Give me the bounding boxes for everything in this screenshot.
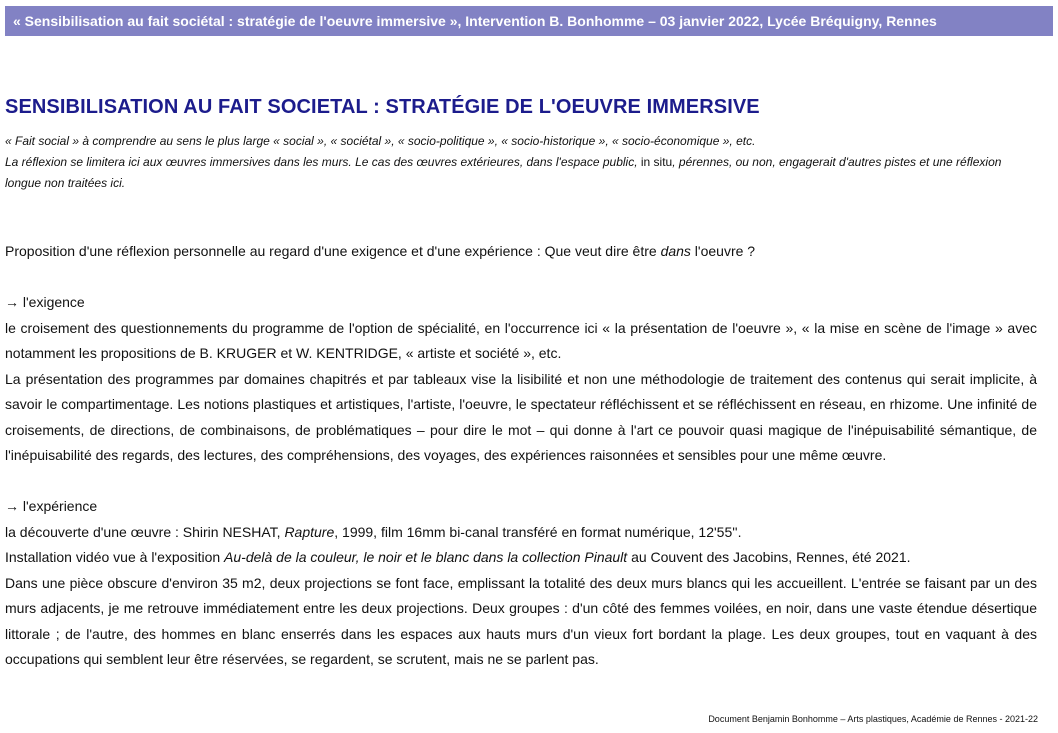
exigence-heading: → l'exigence <box>5 294 85 310</box>
in-situ-term: in situ <box>640 155 673 169</box>
proposition-line: Proposition d'une réflexion personnelle au regard d'une exigence et d'une expérience : Que veut dire être dans l'oeuvre ? <box>5 243 756 259</box>
intro-line-scope: La réflexion se limitera ici aux œuvres immersives dans les murs. Le cas des œuvres extérieures, dans l'espace public, in situ, pérennes, ou non, engagerait d'autres pistes et une réflexion longue non traitées ici. <box>5 155 1002 190</box>
header-banner <box>5 6 1053 36</box>
main-text <box>5 239 1037 673</box>
spacer <box>5 265 1037 291</box>
experience-description: Dans une pièce obscure d'environ 35 m2, deux projections se font face, emplissant la totalité des deux murs blancs qui les accueillent. L'entrée se faisant par un des murs adjacents, je me retrouve immédiatement entre les deux projections. Deux groupes : d'un côté des femmes voilées, en noir, dans une vaste étendue désertique littorale ; de l'autre, des hommes en blanc enserrés dans les espaces aux hauts murs d'un vieux fort bordant la plage. Les deux groupes, tout en vaquant à des occupations qui semblent leur être réservées, se regardent, se scrutent, mais ne se parlent pas. <box>5 574 1037 667</box>
intro-line-social: « Fait social » à comprendre au sens le plus large « social », « sociétal », « socio-politique », « socio-historique », « socio-économique », etc. <box>5 134 756 148</box>
experience-exhibition-line: Installation vidéo vue à l'exposition Au-delà de la couleur, le noir et le blanc dans la collection Pinault au Couvent des Jacobins, Rennes, été 2021. <box>5 549 911 565</box>
exigence-paragraph-2: La présentation des programmes par domaines chapitrés et par tableaux vise la lisibilité et non une méthodologie de traitement des contenus qui serait implicite, à savoir le compartimentage. Les notions plastiques et artistiques, l'artiste, l'oeuvre, le spectateur réfléchissent et se réfléchissent en réseau, en rhizome. Une infinité de croisements, de directions, de combinaisons, de problématiques – pour dire le mot – qui donne à l'art ce pouvoir quasi magique de l'inépuisabilité sémantique, de l'inépuisabilité des regards, des lectures, des compréhensions, des voyages, des expériences raisonnées et sensibles pour une même œuvre. <box>5 370 1037 463</box>
footer-note: Document Benjamin Bonhomme – Arts plastiques, Académie de Rennes - 2021-22 <box>708 714 1038 724</box>
intro-notes <box>5 131 1035 194</box>
proposition-emphasis: dans <box>660 243 691 259</box>
header-banner-text: « Sensibilisation au fait sociétal : stratégie de l'oeuvre immersive », Intervention B. Bonhomme – 03 janvier 2022, Lycée Bréquigny, Rennes <box>13 13 937 29</box>
experience-artwork-line: la découverte d'une œuvre : Shirin NESHAT, Rapture, 1999, film 16mm bi-canal transféré en format numérique, 12'55''. <box>5 523 742 540</box>
page-title: SENSIBILISATION AU FAIT SOCIETAL : STRATÉGIE DE L'OEUVRE IMMERSIVE <box>5 96 760 118</box>
spacer <box>5 469 1037 495</box>
exhibition-title: Au-delà de la couleur, le noir et le blanc dans la collection Pinault <box>224 549 628 565</box>
exigence-paragraph-1: le croisement des questionnements du programme de l'option de spécialité, en l'occurrence ici « la présentation de l'oeuvre », « la mise en scène de l'image » avec notamment les propositions de B. KRUGER et W. KENTRIDGE, « artiste et société », etc. <box>5 319 1037 361</box>
artwork-title: Rapture <box>284 523 335 540</box>
experience-heading: → l'expérience <box>5 498 98 514</box>
